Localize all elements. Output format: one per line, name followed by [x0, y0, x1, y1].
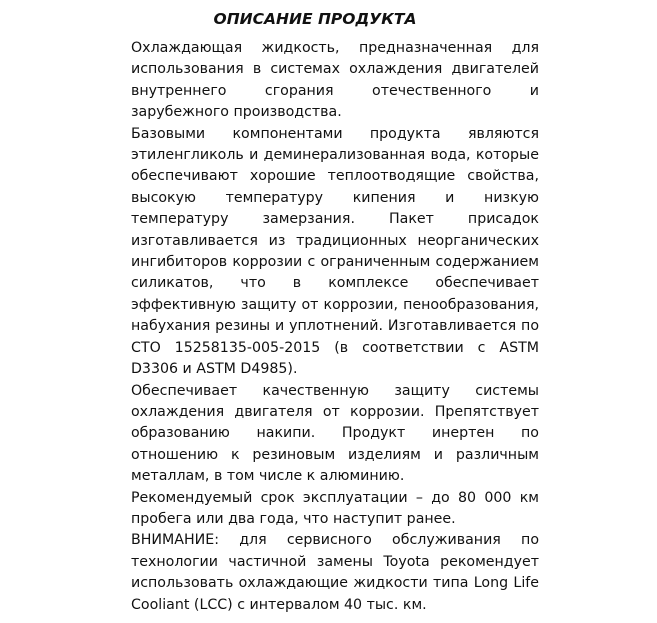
warning-text: для сервисного обслуживания по технологии частичной замены Toyota рекомендует использовать охлаждающие жидкости типа Long Life Cooliant (LCC) с интервалом 40 тыс. км.	[131, 532, 539, 613]
warning-label: ВНИМАНИЕ:	[131, 532, 219, 549]
paragraph-service-life: Рекомендуемый срок эксплуатации – до 80 000 км пробега или два года, что наступит ранее.	[131, 489, 539, 527]
paragraph-warning	[131, 530, 539, 616]
paragraph-protection: Обеспечивает качественную защиту системы охлаждения двигателя от коррозии. Препятствует образованию накипи. Продукт инертен по отношению к резиновым изделиям и различным металлам, в том числе к алюминию.	[131, 382, 539, 485]
document-title: ОПИСАНИЕ ПРОДУКТА	[213, 10, 417, 28]
product-description-body	[131, 38, 539, 616]
paragraph-purpose: Охлаждающая жидкость, предназначенная для использования в системах охлаждения двигателей внутреннего сгорания отечественного и зарубежного производства.	[131, 40, 539, 121]
paragraph-composition: Базовыми компонентами продукта являются этиленгликоль и деминерализованная вода, которые обеспечивают хорошие теплоотводящие свойства, высокую температуру кипения и низкую температуру замерзания. Пакет присадок изготавливается из традиционных неорганических ингибиторов коррозии с ограниченным содержанием силикатов, что в комплексе обеспечивает эффективную защиту от коррозии, пенообразования, набухания резины и уплотнений. Изготавливается по СТО 15258135-005-2015 (в соответствии с ASTM D3306 и ASTM D4985).	[131, 125, 539, 378]
